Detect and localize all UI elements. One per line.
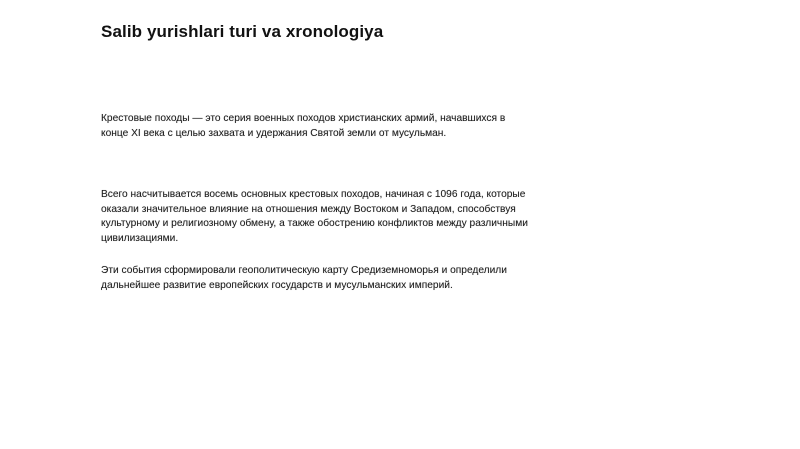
slide-title: Salib yurishlari turi va xronologiya <box>101 22 384 41</box>
paragraph-intro: Крестовые походы — это серия военных походов христианских армий, начавшихся в конце XI века с целью захвата и удержания Святой земли от мусульман. <box>101 113 506 139</box>
paragraph-count: Всего насчитывается восемь основных крестовых походов, начиная с 1096 года, которые оказали значительное влияние на отношения между Востоком и Западом, способствуя культурному и религиозному обмену, а также обострению конфликтов между различными цивилизациями. <box>101 189 528 244</box>
paragraph-impact: Эти события сформировали геополитическую карту Средиземноморья и определили дальнейшее развитие европейских государств и мусульманских империй. <box>101 265 507 291</box>
